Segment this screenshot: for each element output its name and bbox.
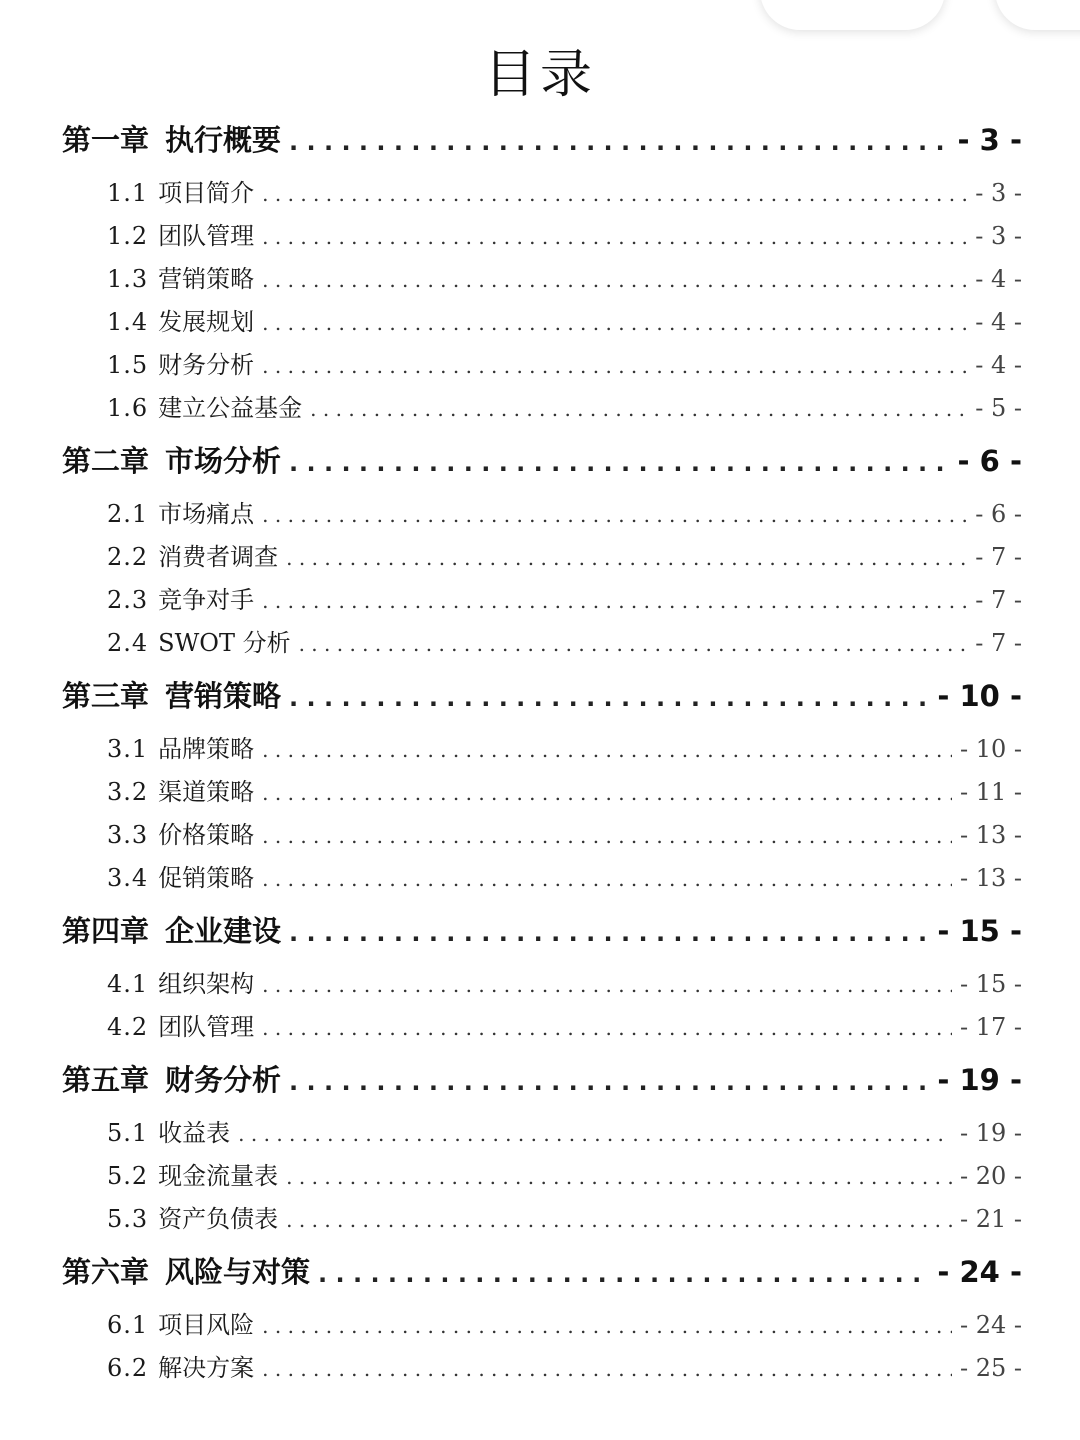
section-title: 营销策略 — [158, 265, 255, 293]
chapter-number: 第五章 — [62, 1063, 150, 1097]
section-number: 1.5 — [107, 351, 149, 379]
dot-leader — [310, 388, 967, 431]
toc-section-row[interactable] — [0, 493, 1080, 536]
section-page-number: - 10 - — [959, 735, 1022, 763]
chapter-number: 第六章 — [62, 1255, 150, 1289]
section-number: 5.3 — [107, 1205, 149, 1233]
toc-section-row[interactable] — [0, 857, 1080, 900]
section-page-number: - 4 - — [975, 308, 1022, 336]
chapter-number: 第一章 — [62, 123, 150, 157]
section-number: 5.2 — [107, 1162, 149, 1190]
section-title: 项目风险 — [158, 1311, 255, 1339]
section-page-number: - 25 - — [959, 1354, 1022, 1382]
toc-section-row[interactable] — [0, 172, 1080, 215]
chapter-page-number: - 10 - — [937, 679, 1022, 713]
dot-leader — [318, 1250, 929, 1298]
toc-section-row[interactable] — [0, 258, 1080, 301]
page-title: 目录 — [483, 45, 596, 105]
chapter-page-number: - 19 - — [937, 1063, 1022, 1097]
dot-leader — [262, 729, 952, 772]
section-page-number: - 24 - — [959, 1311, 1022, 1339]
section-page-number: - 6 - — [975, 500, 1022, 528]
toc-section-row[interactable] — [0, 536, 1080, 579]
toc-section-row[interactable] — [0, 728, 1080, 771]
dot-leader — [262, 858, 952, 901]
dot-leader — [286, 537, 967, 580]
section-title: 解决方案 — [158, 1354, 255, 1382]
dot-leader — [262, 964, 952, 1007]
dot-leader — [262, 815, 952, 858]
dot-leader — [299, 623, 968, 666]
section-page-number: - 7 - — [975, 629, 1022, 657]
section-title: 财务分析 — [158, 351, 255, 379]
table-of-contents — [0, 116, 1080, 1390]
section-number: 5.1 — [107, 1119, 149, 1147]
chapter-title: 风险与对策 — [165, 1255, 311, 1289]
toc-chapter-row[interactable] — [0, 672, 1080, 720]
section-title: 渠道策略 — [158, 778, 255, 806]
dot-leader — [262, 580, 967, 623]
chapter-page-number: - 3 - — [957, 123, 1022, 157]
section-number: 1.4 — [107, 308, 149, 336]
top-overlay-pill-right — [995, 0, 1080, 30]
chapter-title: 市场分析 — [165, 444, 282, 478]
dot-leader — [262, 173, 967, 216]
dot-leader — [262, 1348, 952, 1391]
dot-leader — [262, 216, 967, 259]
section-number: 6.2 — [107, 1354, 149, 1382]
toc-section-row[interactable] — [0, 771, 1080, 814]
toc-section-row[interactable] — [0, 1006, 1080, 1049]
toc-chapter-row[interactable] — [0, 437, 1080, 485]
section-number: 3.3 — [107, 821, 149, 849]
section-number: 1.2 — [107, 222, 149, 250]
chapter-page-number: - 24 - — [937, 1255, 1022, 1289]
section-number: 3.1 — [107, 735, 149, 763]
toc-section-row[interactable] — [0, 344, 1080, 387]
section-page-number: - 21 - — [959, 1205, 1022, 1233]
section-page-number: - 17 - — [959, 1013, 1022, 1041]
section-page-number: - 7 - — [975, 543, 1022, 571]
chapter-number: 第二章 — [62, 444, 150, 478]
toc-section-row[interactable] — [0, 1304, 1080, 1347]
section-title: 消费者调查 — [158, 543, 279, 571]
section-number: 2.4 — [107, 629, 149, 657]
dot-leader — [289, 1058, 929, 1106]
section-number: 3.4 — [107, 864, 149, 892]
toc-section-row[interactable] — [0, 963, 1080, 1006]
section-number: 2.1 — [107, 500, 149, 528]
toc-chapter-row[interactable] — [0, 1248, 1080, 1296]
section-page-number: - 4 - — [975, 265, 1022, 293]
section-page-number: - 3 - — [975, 179, 1022, 207]
section-title: 现金流量表 — [158, 1162, 279, 1190]
dot-leader — [286, 1199, 952, 1242]
toc-section-row[interactable] — [0, 1347, 1080, 1390]
section-title: 组织架构 — [158, 970, 255, 998]
dot-leader — [289, 118, 950, 166]
toc-section-row[interactable] — [0, 1155, 1080, 1198]
section-number: 1.3 — [107, 265, 149, 293]
section-title: 项目简介 — [158, 179, 255, 207]
chapter-number: 第三章 — [62, 679, 150, 713]
section-page-number: - 4 - — [975, 351, 1022, 379]
dot-leader — [262, 1305, 952, 1348]
section-title: SWOT 分析 — [158, 629, 291, 657]
section-page-number: - 11 - — [959, 778, 1022, 806]
section-page-number: - 3 - — [975, 222, 1022, 250]
section-page-number: - 20 - — [959, 1162, 1022, 1190]
dot-leader — [289, 439, 950, 487]
dot-leader — [289, 674, 929, 722]
dot-leader — [262, 302, 967, 345]
toc-chapter-row[interactable] — [0, 1056, 1080, 1104]
section-title: 市场痛点 — [158, 500, 255, 528]
dot-leader — [238, 1113, 952, 1156]
dot-leader — [262, 259, 967, 302]
section-title: 收益表 — [158, 1119, 231, 1147]
toc-section-row[interactable] — [0, 814, 1080, 857]
toc-section-row[interactable] — [0, 301, 1080, 344]
chapter-title: 企业建设 — [165, 914, 282, 948]
dot-leader — [286, 1156, 952, 1199]
dot-leader — [262, 345, 967, 388]
dot-leader — [262, 494, 967, 537]
chapter-page-number: - 6 - — [957, 444, 1022, 478]
chapter-number: 第四章 — [62, 914, 150, 948]
section-number: 4.2 — [107, 1013, 149, 1041]
section-page-number: - 13 - — [959, 821, 1022, 849]
section-title: 竞争对手 — [158, 586, 255, 614]
section-title: 促销策略 — [158, 864, 255, 892]
toc-section-row[interactable] — [0, 622, 1080, 665]
section-number: 4.1 — [107, 970, 149, 998]
section-number: 1.6 — [107, 394, 149, 422]
section-title: 发展规划 — [158, 308, 255, 336]
chapter-title: 营销策略 — [165, 679, 282, 713]
section-page-number: - 7 - — [975, 586, 1022, 614]
section-page-number: - 19 - — [959, 1119, 1022, 1147]
toc-section-row[interactable] — [0, 1112, 1080, 1155]
chapter-page-number: - 15 - — [937, 914, 1022, 948]
section-title: 资产负债表 — [158, 1205, 279, 1233]
section-title: 价格策略 — [158, 821, 255, 849]
section-title: 品牌策略 — [158, 735, 255, 763]
dot-leader — [262, 772, 952, 815]
toc-section-row[interactable] — [0, 215, 1080, 258]
section-title: 团队管理 — [158, 222, 255, 250]
dot-leader — [289, 909, 929, 957]
section-number: 2.3 — [107, 586, 149, 614]
section-page-number: - 5 - — [975, 394, 1022, 422]
toc-section-row[interactable] — [0, 387, 1080, 430]
toc-section-row[interactable] — [0, 579, 1080, 622]
toc-chapter-row[interactable] — [0, 116, 1080, 164]
section-number: 3.2 — [107, 778, 149, 806]
dot-leader — [262, 1007, 952, 1050]
toc-section-row[interactable] — [0, 1198, 1080, 1241]
section-page-number: - 15 - — [959, 970, 1022, 998]
section-title: 建立公益基金 — [158, 394, 303, 422]
section-number: 6.1 — [107, 1311, 149, 1339]
section-number: 2.2 — [107, 543, 149, 571]
toc-chapter-row[interactable] — [0, 907, 1080, 955]
chapter-title: 财务分析 — [165, 1063, 282, 1097]
section-number: 1.1 — [107, 179, 149, 207]
section-page-number: - 13 - — [959, 864, 1022, 892]
chapter-title: 执行概要 — [165, 123, 282, 157]
section-title: 团队管理 — [158, 1013, 255, 1041]
top-overlay-pill-left — [760, 0, 945, 30]
